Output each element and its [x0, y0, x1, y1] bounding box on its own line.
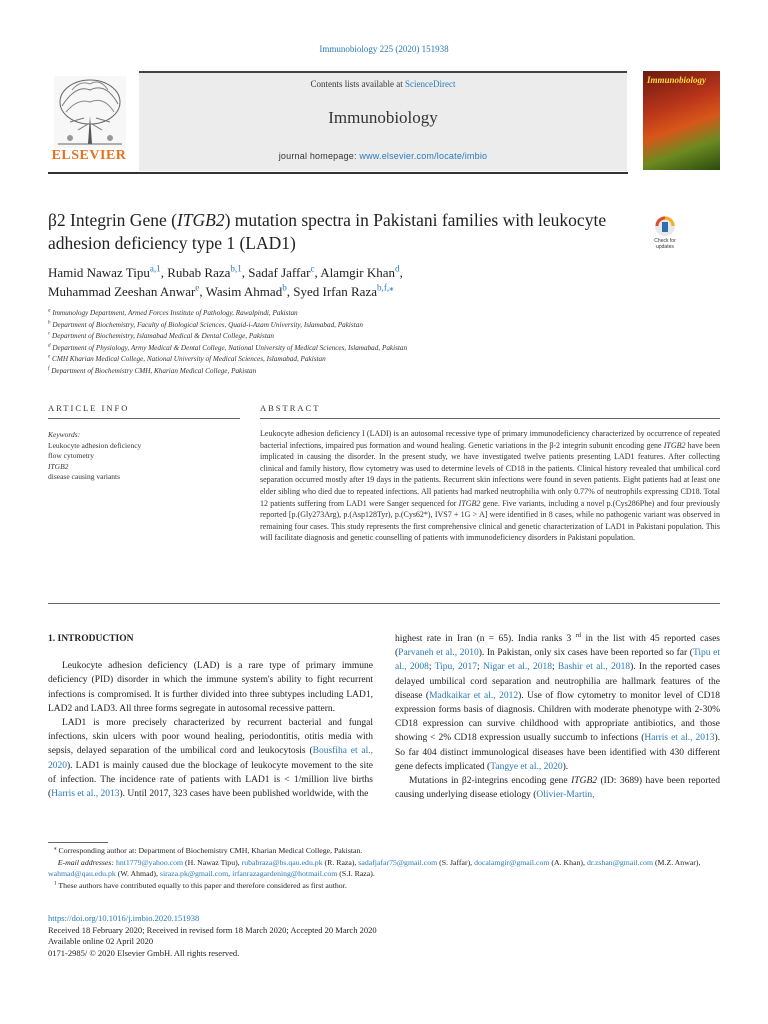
citation-link[interactable]: Bashir et al., 2018 [557, 662, 631, 673]
citation-link[interactable]: Tipu, 2017 [434, 662, 477, 673]
author-separator: , [399, 265, 403, 280]
text-run: ). In the reported cases delayed umbilical cord separation and neutrophilia are hallmark features of the disease ( [395, 662, 721, 701]
journal-reference[interactable]: Immunobiology 225 (2020) 151938 [319, 44, 449, 54]
text-run: (ID: 3689) have been reported causing underlying disease etiology ( [395, 776, 720, 801]
author-name: Wasim Ahmad [205, 284, 283, 299]
article-title [48, 209, 608, 255]
text-run: in the list with 45 reported cases ( [395, 634, 720, 659]
author-affil-mark[interactable]: d [395, 263, 400, 274]
text-run: Mutations in β2-integrins encoding gene [409, 776, 572, 787]
affil-text: Department of Biochemistry, Islamabad Medical & Dental College, Pakistan [52, 332, 275, 341]
text-run: ). Until 2017, 323 cases have been published worldwide, with the [119, 789, 369, 800]
copyright: 0171-2985/ © 2020 Elsevier GmbH. All rights reserved. [48, 947, 240, 958]
abstract-text [260, 428, 720, 544]
affil-text: Department of Physiology, Army Medical & Dental College, National University of Medical Sciences, Islamabad, Pakistan [52, 343, 408, 352]
footnote-rule [48, 842, 108, 843]
keyword: ITGB2 [48, 461, 69, 471]
equal-contribution-text: These authors have contributed equally to this paper and therefore considered as first author. [58, 880, 347, 890]
author-affil-mark[interactable]: b,1 [230, 263, 242, 274]
journal-cover-image [643, 71, 720, 170]
badge-line-1: Check for [654, 238, 676, 244]
author-name: Muhammad Zeeshan Anwar [48, 284, 196, 299]
affil-mark: a [48, 308, 51, 314]
elsevier-wordmark: ELSEVIER [51, 148, 127, 163]
email-owner: (A. Khan), [549, 857, 587, 867]
author [48, 284, 206, 299]
received-dates: Received 18 February 2020; Received in revised form 18 March 2020; Accepted 20 March 2020 [48, 924, 377, 935]
email-link[interactable]: rubabraza@bs.qau.edu.pk [241, 857, 323, 867]
email-label: E-mail addresses: [57, 857, 116, 867]
email-link[interactable]: docalamgir@gmail.com [474, 857, 550, 867]
article-info-rule [48, 418, 240, 419]
affil-mark: f [48, 366, 50, 372]
keyword: flow cytometry [48, 451, 95, 460]
author [320, 265, 403, 280]
body-rule [48, 603, 720, 604]
article-info-heading: ARTICLE INFO [48, 403, 130, 413]
text-run: highest rate in Iran (n = 65). India ranks 3 [395, 634, 576, 644]
author-separator: , [199, 284, 206, 299]
affiliation [48, 366, 688, 378]
citation-link[interactable]: Harris et al., 2013 [644, 733, 715, 744]
author-name: Sadaf Jaffar [248, 265, 311, 280]
affil-text: Department of Biochemistry CMH, Kharian Medical College, Pakistan [51, 366, 257, 375]
abstract-part: gene. Five variants, including a novel p.(Cys286Phe) and four previously reported [p.(Gly273Arg), p.(Asp128Tyr), p.(Cys62*), IVS7 + 1G > A] were identified in 8 cases, while no pathogenic variant was observed in remaining four cases. This study represents the first comprehensive clinical and genetic characterization of LAD1 in Pakistani population. This will facilitate diagnosis and genetic counselling of patients with immunodeficiency disorders in Pakistani population. [260, 498, 720, 543]
email-owner: (S. Jaffar), [437, 857, 475, 867]
title-part-2: ) mutation spectra in Pakistani families with leukocyte adhesion deficiency type 1 (LAD1) [48, 210, 607, 253]
affil-mark: b [48, 320, 51, 326]
badge-line-2: updates [656, 244, 674, 250]
text-run: ). So far 404 distinct immunological diseases have been identified with 430 different gene defects implicated ( [395, 733, 720, 772]
author-affil-mark[interactable]: b [282, 282, 287, 293]
citation-link[interactable]: Tipu et al., 2008 [395, 648, 720, 673]
abstract-part: have been implicated in causing the disorder. In the present study, we have investigated twelve patients presenting LAD1 features. After collecting clinical and family history, flow cytometry was used to determine levels of CD18 in the patients. Clinical history revealed that umbilical cord separation occurred mostly after 19 days in the patients. Recurrent skin infections were found in seven patients. Eight patients had at least one elder sibling who died due to repeated infections. All patients had marked neutrophilia with only 0.77% of neutrophils expressing CD18. Total 12 patients suffering from LAD1 were Sanger sequenced for [260, 440, 720, 508]
affiliation [48, 354, 688, 366]
paragraph [395, 632, 720, 774]
author-separator: , [314, 265, 321, 280]
affil-text: Immunology Department, Armed Forces Institute of Pathology, Rawalpindi, Pakistan [52, 309, 298, 317]
author [167, 265, 248, 280]
doi-link[interactable]: https://doi.org/10.1016/j.imbio.2020.151938 [48, 913, 200, 923]
citation-link[interactable]: Bousfiha et al., 2020 [48, 746, 373, 771]
abstract-gene: ITGB2 [458, 498, 481, 508]
citation-link[interactable]: Nigar et al., 2018 [482, 662, 552, 673]
text-run: ; [477, 662, 483, 673]
author-separator: , [286, 284, 294, 299]
author [248, 265, 320, 280]
affil-text: Department of Biochemistry, Faculty of Biological Sciences, Quaid-i-Azam University, Islamabad, Pakistan [52, 320, 363, 329]
keywords-block [48, 430, 240, 483]
corresponding-note: ⁎ Corresponding author at: Department of Biochemistry CMH, Kharian Medical College, Pakistan. [53, 845, 363, 855]
author-affil-mark[interactable]: e [195, 282, 200, 293]
ordinal-sup: rd [575, 631, 582, 639]
citation-link[interactable]: Olivier-Martin, [536, 790, 595, 801]
contents-line [139, 79, 627, 89]
text-run: ). [562, 761, 569, 772]
title-part-1: β2 Integrin Gene ( [48, 210, 177, 230]
affiliation [48, 308, 688, 320]
affil-text: CMH Kharian Medical College, National University of Medical Sciences, Islamabad, Pakistan [52, 355, 326, 364]
email-owner: (R. Raza), [322, 857, 359, 867]
keywords-label: Keywords: [48, 430, 81, 439]
email-owner: (M.Z. Anwar), [653, 857, 701, 867]
paragraph [48, 716, 373, 801]
email-link[interactable]: irfanrazagardening@hotmail.com [232, 869, 338, 878]
abstract-heading: ABSTRACT [260, 403, 321, 413]
affiliations [48, 308, 688, 378]
author-separator: , [241, 265, 249, 280]
author-name: Hamid Nawaz Tipu [48, 265, 150, 280]
email-link[interactable]: dr.zshan@gmail.com [586, 857, 654, 867]
author-name: Syed Irfan Raza [293, 284, 377, 299]
author-name: Alamgir Khan [320, 265, 396, 280]
header-rule [48, 172, 628, 174]
author [48, 265, 167, 280]
email-link[interactable]: wahmad@qau.edu.pk [48, 869, 116, 878]
online-date: Available online 02 April 2020 [48, 936, 154, 947]
body-column-right [395, 632, 720, 802]
email-link[interactable]: hnt1779@yahoo.com [115, 857, 184, 867]
paragraph [395, 774, 720, 802]
cover-title: Immunobiology [647, 75, 707, 85]
homepage-link[interactable]: www.elsevier.com/locate/imbio [359, 151, 488, 161]
author-affil-mark[interactable]: a,1 [149, 263, 161, 274]
text-run: ). LAD1 is mainly caused due the blockage of leukocyte movement to the site of infection. The incidence rate of patients with LAD1 is < 1/million live births ( [48, 760, 373, 800]
author-list [48, 263, 648, 301]
homepage-prefix: journal homepage: [278, 151, 360, 161]
footnotes [48, 845, 720, 891]
abstract-rule [260, 418, 720, 419]
email-owner: (S.I. Raza). [337, 869, 375, 878]
section-heading: 1. INTRODUCTION [48, 634, 134, 644]
publication-info [48, 913, 720, 959]
email-link[interactable]: sadafjafar75@gmail.com [358, 857, 438, 867]
text-run: ). In Pakistan, only six cases have been reported so far ( [478, 648, 693, 659]
text-run: ; [551, 662, 558, 673]
citation-link[interactable]: Madkaikar et al., 2012 [429, 690, 519, 701]
check-for-updates-icon[interactable] [645, 212, 685, 252]
abstract-part: Leukocyte adhesion deficiency I (LADI) is an autosomal recessive type of primary immunodeficiency characterized by occurrence of repeated bacterial infections, impaired pus formation and wound healing. Genetic variations in the β-2 integrin subunit encoding gene [260, 429, 720, 450]
citation-link[interactable]: Harris et al., 2013 [51, 789, 120, 800]
author [293, 284, 393, 299]
journal-homepage [139, 151, 627, 161]
author-name: Rubab Raza [167, 265, 231, 280]
equal-contribution-note: $^1$ These authors have contributed equally to this paper and therefore considered as first author. [53, 879, 347, 890]
email-owner: (W. Ahmad), [115, 869, 160, 878]
citation-link[interactable]: Tangye et al., 2020 [490, 761, 563, 772]
author [206, 284, 294, 299]
paragraph: Leukocyte adhesion deficiency (LAD) is a rare type of primary immune deficiency (PID) disorder in which the immune system's ability to fight recurrent infections is compromised. It is further divided into three subtypes including LAD1, LAD2 and LAD3. All three forms segregate in autosomal recessive pattern. [48, 661, 373, 714]
email-owner: , [228, 869, 231, 878]
author-affil-mark[interactable]: c [310, 263, 315, 274]
keyword: Leukocyte adhesion deficiency [48, 440, 142, 450]
text-run: LAD1 is more precisely characterized by recurrent bacterial and fungal infections, skin ulcers with poor wound healing, periodontitis, otitis media with sepsis, delayed separation of the umbilical cord and leukocytosis ( [48, 718, 373, 757]
journal-name: Immunobiology [328, 108, 438, 127]
author-affil-mark[interactable]: b,f,⁎ [377, 282, 394, 293]
email-owner: (H. Nawaz Tipu), [183, 857, 242, 867]
affil-mark: c [48, 331, 51, 337]
affiliation [48, 320, 688, 332]
citation-link[interactable]: Parvaneh et al., 2010 [398, 648, 479, 659]
email-link[interactable]: siraza.pk@gmail.com [159, 869, 229, 878]
affil-mark: d [48, 343, 51, 349]
author-separator: , [160, 265, 168, 280]
title-gene: ITGB2 [176, 210, 225, 230]
contents-prefix: Contents lists available at [310, 79, 405, 89]
sciencedirect-link[interactable]: ScienceDirect [405, 79, 456, 89]
affiliation [48, 331, 688, 343]
abstract-gene: ITGB2 [663, 440, 686, 450]
keyword: disease causing variants [48, 472, 121, 481]
corresponding-text: Corresponding author at: Department of Biochemistry CMH, Kharian Medical College, Pakistan. [58, 846, 363, 855]
body-column-left [48, 632, 373, 801]
affiliation [48, 343, 688, 355]
text-run: ). Use of flow cytometry to monitor level of CD18 expression forms basis of diagnosis. Children with moderate phenotype with 2-30% CD18 expression can survive childhood with appropriate antibiotics, and those showing < 2% CD18 expression usually succumb to infections ( [395, 690, 720, 744]
text-run: ; [428, 662, 435, 673]
affil-mark: e [48, 354, 51, 360]
email-note [48, 857, 720, 880]
gene-name: ITGB2 [571, 776, 598, 787]
